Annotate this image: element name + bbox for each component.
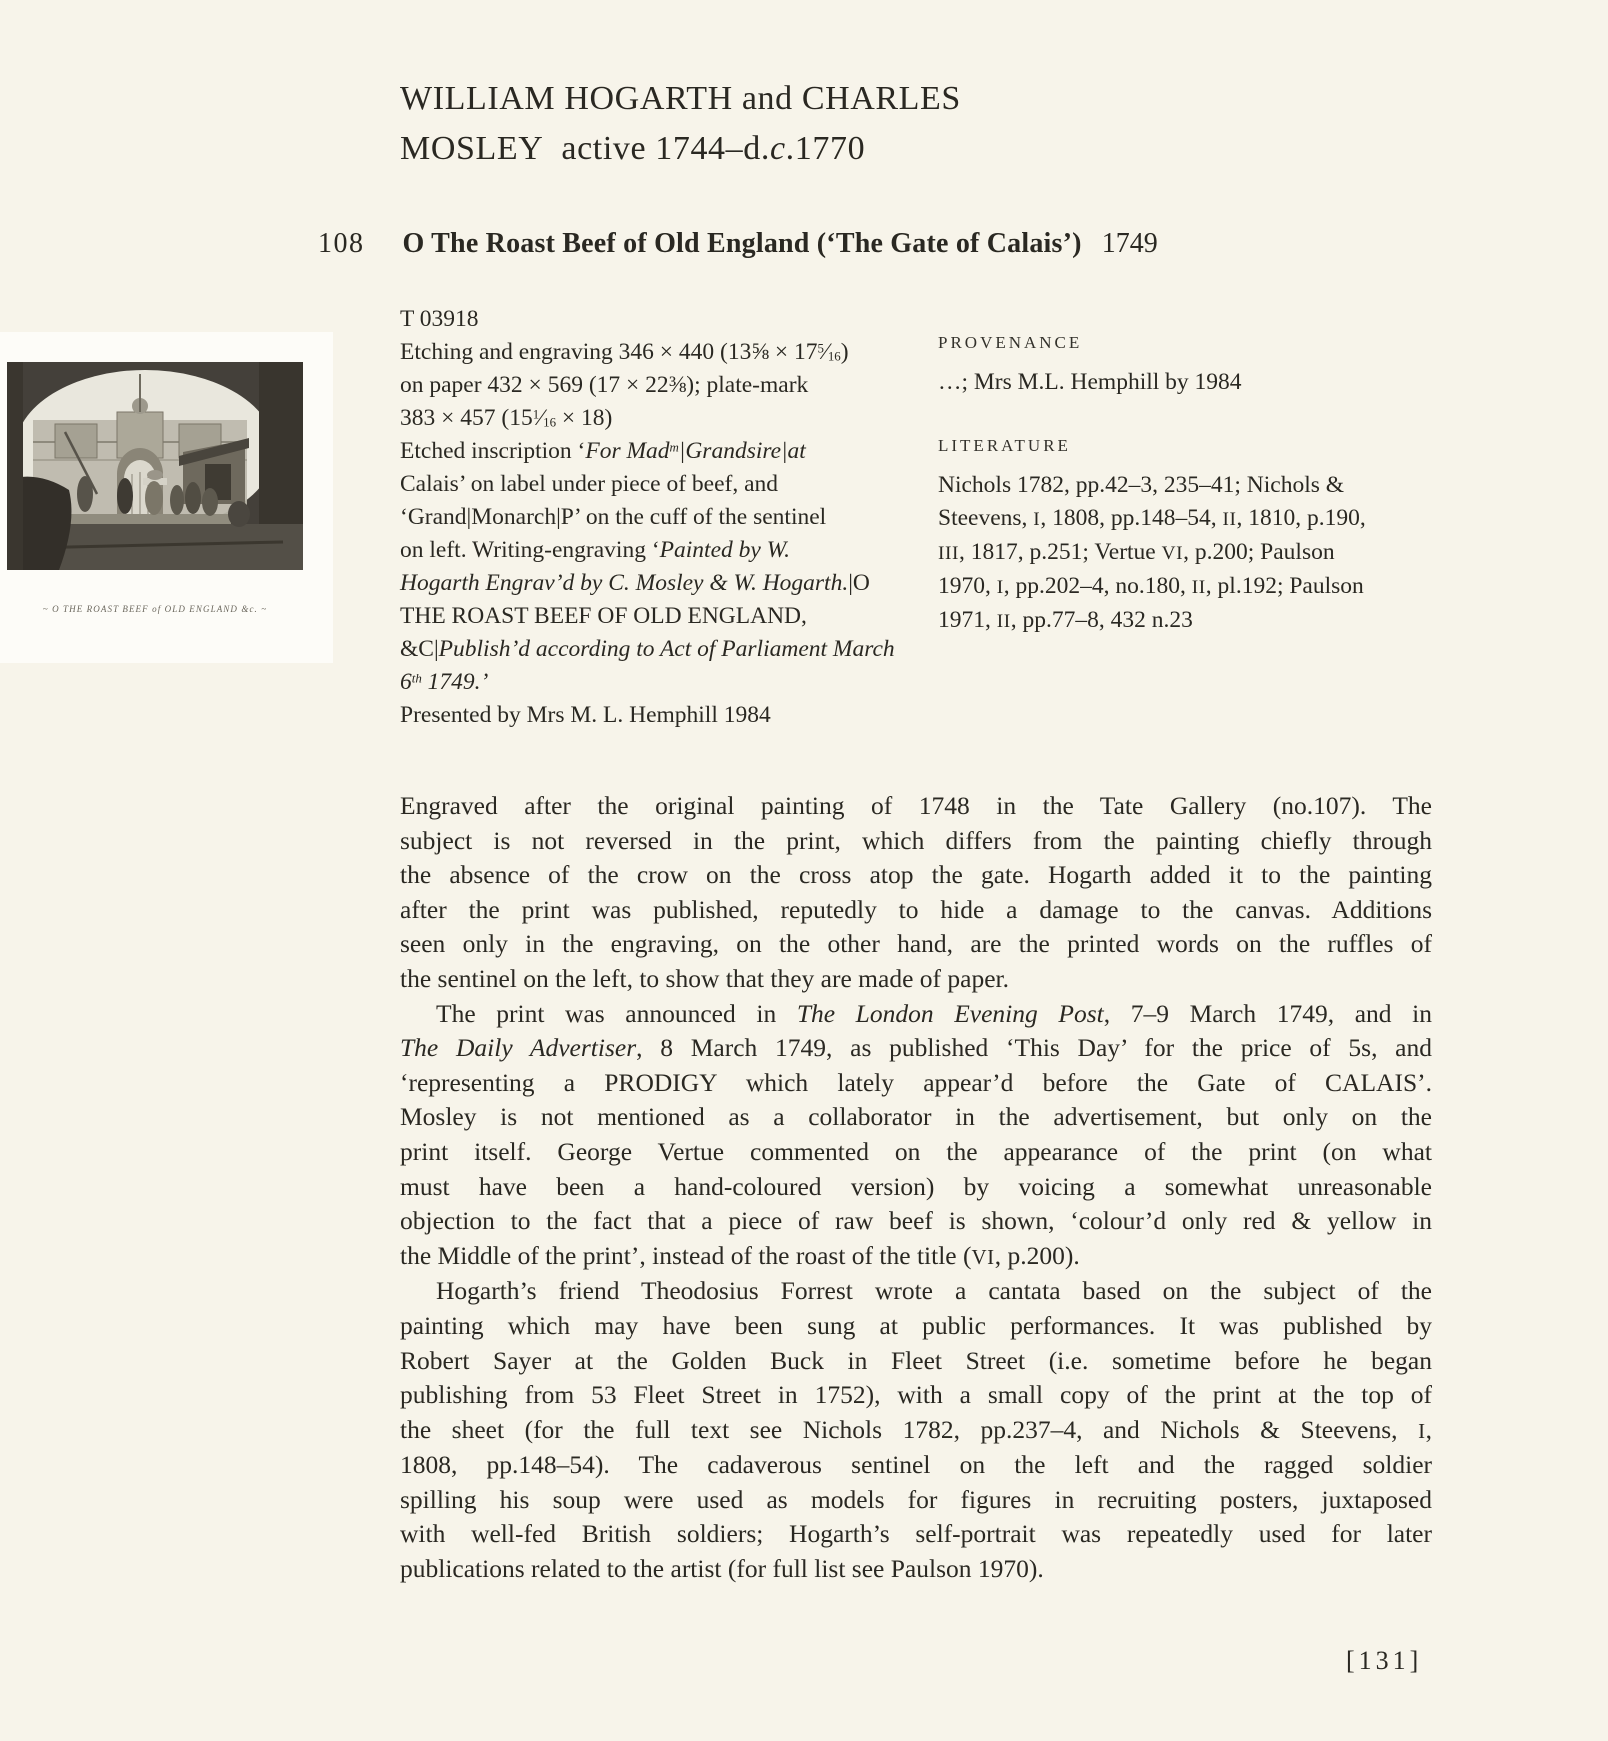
- text-line: seen only in the engraving, on the other hand, are the printed words on the ruffles of: [400, 929, 1432, 959]
- text-line: the Middle of the print’, instead of the roast of the title (VI, p.200).: [400, 1240, 1080, 1270]
- page-number: [131]: [1346, 1646, 1423, 1675]
- text-line: print itself. George Vertue commented on the appearance of the print (on what: [400, 1136, 1432, 1166]
- literature-lines: [938, 469, 1458, 638]
- text-line: after the print was published, reputedly to hide a damage to the canvas. Additions: [400, 894, 1432, 924]
- text-line: Steevens, I, 1808, pp.148–54, II, 1810, p.190,: [938, 505, 1366, 531]
- text-line: III, 1817, p.251; Vertue VI, p.200; Paulson: [938, 539, 1335, 565]
- text-line: spilling his soup were used as models for figures in recruiting posters, juxtaposed: [400, 1484, 1432, 1514]
- text-line: Hogarth Engrav’d by C. Mosley & W. Hogarth.|O: [400, 570, 870, 596]
- text-line: …; Mrs M.L. Hemphill by 1984: [938, 369, 1242, 395]
- text-line: Etching and engraving 346 × 440 (13⅝ × $17^5⁄_{16}$): [400, 339, 849, 365]
- plate-caption: ~ O THE ROAST BEEF of OLD ENGLAND &c. ~: [42, 604, 268, 614]
- artist-name-line1: WILLIAM HOGARTH and CHARLES: [400, 80, 961, 117]
- text-line: publications related to the artist (for full list see Paulson 1970).: [400, 1554, 1044, 1584]
- text-line: with well-fed British soldiers; Hogarth’s self-portrait was repeatedly used for later: [400, 1519, 1432, 1549]
- text-line: Robert Sayer at the Golden Buck in Fleet Street (i.e. sometime before he began: [400, 1345, 1432, 1375]
- text-line: The Daily Advertiser, 8 March 1749, as published ‘This Day’ for the price of 5s, and: [400, 1033, 1432, 1063]
- artist-name: MOSLEY: [400, 130, 544, 167]
- text-line: 1808, pp.148–54). The cadaverous sentinel on the left and the ragged soldier: [400, 1450, 1432, 1480]
- text-line: the sheet (for the full text see Nichols 1782, pp.237–4, and Nichols & Steevens, I,: [400, 1414, 1432, 1444]
- catalogue-number: 108: [318, 228, 365, 259]
- text-line: ‘representing a PRODIGY which lately appear’d before the Gate of CALAIS’.: [400, 1067, 1432, 1097]
- plate-panel: [0, 332, 333, 663]
- engraving-thumbnail: [7, 362, 303, 570]
- text-line: Mosley is not mentioned as a collaborator in the advertisement, but only on the: [400, 1102, 1432, 1132]
- text-line: 6th 1749.’: [400, 669, 489, 695]
- literature-heading: LITERATURE: [938, 436, 1071, 455]
- text-line: Etched inscription ‘For Mad$^m$|Grandsire|at: [400, 438, 806, 464]
- provenance-heading: PROVENANCE: [938, 333, 1083, 352]
- entry-date: 1749: [1101, 228, 1158, 259]
- body-text: [400, 789, 1432, 1587]
- text-line: the sentinel on the left, to show that they are made of paper.: [400, 963, 1009, 993]
- text-line: THE ROAST BEEF OF OLD ENGLAND,: [400, 603, 807, 629]
- artist-name-line2: [400, 124, 961, 174]
- text-line: Presented by Mrs M. L. Hemphill 1984: [400, 702, 771, 728]
- artist-header: [400, 74, 961, 174]
- text-line: on paper 432 × 569 (17 × 22⅜); plate-mark: [400, 372, 809, 398]
- text-line: 1970, I, pp.202–4, no.180, II, pl.192; Paulson: [938, 573, 1364, 599]
- details-column: [400, 303, 920, 732]
- text-line: subject is not reversed in the print, which differs from the painting chiefly through: [400, 825, 1432, 855]
- text-line: Hogarth’s friend Theodosius Forrest wrote a cantata based on the subject of the: [436, 1276, 1432, 1306]
- text-line: The print was announced in The London Evening Post, 7–9 March 1749, and in: [436, 998, 1432, 1028]
- paragraph-3: [400, 1274, 1432, 1586]
- text-line: must have been a hand-coloured version) by voicing a somewhat unreasonable: [400, 1171, 1432, 1201]
- text-line: Engraved after the original painting of 1748 in the Tate Gallery (no.107). The: [400, 791, 1432, 820]
- text-line: Calais’ on label under piece of beef, and: [400, 471, 779, 497]
- text-line: Nichols 1782, pp.42–3, 235–41; Nichols &: [938, 472, 1345, 498]
- paragraph-1: [400, 789, 1432, 997]
- entry-title: O The Roast Beef of Old England (‘The Gate of Calais’): [402, 228, 1082, 259]
- text-line: painting which may have been sung at public performances. It was published by: [400, 1310, 1432, 1340]
- text-line: ‘Grand|Monarch|P’ on the cuff of the sentinel: [400, 504, 827, 530]
- provenance-lines: [938, 366, 1458, 399]
- entry-title-row: [318, 228, 1158, 260]
- text-line: on left. Writing-engraving ‘Painted by W.: [400, 537, 790, 563]
- text-line: the absence of the crow on the cross atop the gate. Hogarth added it to the painting: [400, 860, 1432, 890]
- text-line: &C|Publish’d according to Act of Parliament March: [400, 636, 895, 662]
- text-line: T 03918: [400, 306, 479, 332]
- artist-active-dates: active 1744–d.c.1770: [561, 130, 866, 167]
- provenance-literature-column: [938, 328, 1458, 638]
- text-line: 383 × 457 $(15^1⁄_{16} \times 18)$: [400, 405, 613, 431]
- text-line: objection to the fact that a piece of raw beef is shown, ‘colour’d only red & yellow in: [400, 1206, 1432, 1236]
- paragraph-2: [400, 997, 1432, 1275]
- text-line: 1971, II, pp.77–8, 432 n.23: [938, 607, 1193, 633]
- text-line: publishing from 53 Fleet Street in 1752), with a small copy of the print at the top of: [400, 1380, 1432, 1410]
